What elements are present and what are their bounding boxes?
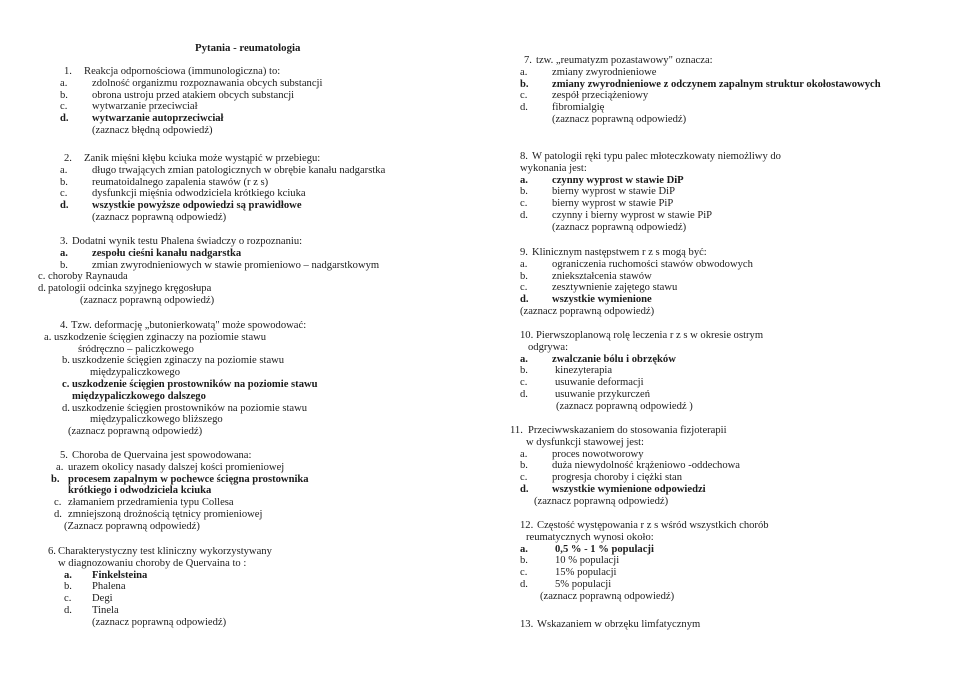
option-text: usuwanie deformacji <box>555 377 644 389</box>
option-text: Degi <box>92 593 113 605</box>
option-marker: c. <box>54 497 62 509</box>
option-text: choroby Raynauda <box>48 271 128 283</box>
option-text: wytwarzanie przeciwciał <box>92 101 198 113</box>
option-marker: c. <box>62 379 70 390</box>
option-text: zdolność organizmu rozpoznawania obcych substancji <box>92 77 323 89</box>
option-text: progresja choroby i ciężki stan <box>552 472 683 484</box>
question-text: Wskazaniem w obrzęku limfatycznym <box>537 619 701 630</box>
answer-instruction: (zaznacz poprawną odpowiedź ) <box>556 400 693 412</box>
option-marker: a. <box>56 461 64 473</box>
option-marker: c. <box>520 198 528 210</box>
option-text: zniekształcenia stawów <box>552 270 652 282</box>
question-number: 11. <box>510 425 523 436</box>
answer-instruction: (zaznacz poprawną odpowiedź) <box>540 590 675 602</box>
option-marker: d. <box>60 113 69 125</box>
option-text-continued: międzypaliczkowego dalszego <box>72 390 206 402</box>
answer-instruction: (zaznacz poprawną odpowiedź) <box>552 221 687 233</box>
option-text-continued: międzypaliczkowego bliższego <box>90 414 223 426</box>
option-marker: c. <box>38 271 46 283</box>
option-text: 0,5 % - 1 % populacji <box>555 543 654 555</box>
option-marker: b. <box>520 186 528 198</box>
question-number: 8. <box>520 151 528 162</box>
question-text: Tzw. deformację „butonierkowatą" może spowodować: <box>71 320 307 331</box>
answer-instruction: (zaznacz poprawną odpowiedź) <box>80 295 215 306</box>
option-text: bierny wyprost w stawie DiP <box>552 186 675 198</box>
option-text: czynny wyprost w stawie DiP <box>552 174 684 186</box>
option-marker: c. <box>520 567 528 579</box>
option-marker: b. <box>520 365 528 377</box>
option-text: złamaniem przedramienia typu Collesa <box>68 497 234 509</box>
option-marker: a. <box>520 174 528 186</box>
option-marker: c. <box>64 593 72 605</box>
option-text: uszkodzenie ścięgien zginaczy na poziomie stawu <box>54 331 267 343</box>
option-text: duża niewydolność krążeniowo -oddechowa <box>552 460 740 472</box>
option-marker: a. <box>520 66 528 78</box>
option-text: wytwarzanie autoprzeciwciał <box>92 113 224 125</box>
question-text: W patologii ręki typu palec młoteczkowaty niemożliwy do <box>532 151 781 162</box>
option-text: zwalczanie bólu i obrzęków <box>552 353 676 365</box>
option-text: wszystkie wymienione <box>552 294 652 306</box>
option-text: procesem zapalnym w pochewce ścięgna prostownika <box>68 473 309 485</box>
option-marker: b. <box>60 89 68 101</box>
question-number: 13. <box>520 619 534 630</box>
question-number: 12. <box>520 520 534 531</box>
option-marker: c. <box>60 188 68 200</box>
option-marker: a. <box>520 353 528 365</box>
option-text-continued: śródręczno – paliczkowego <box>78 343 194 355</box>
option-marker: d. <box>520 210 528 221</box>
option-marker: b. <box>520 270 528 282</box>
answer-instruction: (zaznacz błędną odpowiedź) <box>92 125 213 136</box>
option-marker: c. <box>520 282 528 294</box>
question-number: 7. <box>524 55 532 66</box>
option-text: Phalena <box>92 581 126 593</box>
option-marker: d. <box>520 484 529 495</box>
option-marker: a. <box>520 258 528 270</box>
option-marker: b. <box>60 176 68 188</box>
option-marker: c. <box>520 377 528 389</box>
question-text: Zanik mięśni kłębu kciuka może wystąpić w przebiegu: <box>84 153 321 164</box>
question-text: Klinicznym następstwem r z s mogą być: <box>532 247 707 258</box>
option-text: zespół przeciążeniowy <box>552 90 649 102</box>
option-text: uszkodzenie ścięgien prostowników na poziomie stawu <box>72 379 318 390</box>
option-text-continued: międzypaliczkowego <box>90 367 181 379</box>
option-text-continued: krótkiego i odwodziciela kciuka <box>68 485 212 497</box>
question-text: Pierwszoplanową rolę leczenia r z s w okresie ostrym <box>536 330 764 341</box>
option-marker: d. <box>64 605 72 616</box>
option-marker: a. <box>60 164 68 176</box>
option-marker: b. <box>520 460 528 472</box>
option-marker: b. <box>51 473 60 485</box>
option-marker: a. <box>60 77 68 89</box>
option-text: fibromialgię <box>552 102 605 114</box>
option-text: reumatoidalnego zapalenia stawów (r z s) <box>92 176 269 188</box>
option-text: ograniczenia ruchomości stawów obwodowych <box>552 258 753 270</box>
question-text: Charakterystyczny test kliniczny wykorzystywany <box>58 546 272 557</box>
option-marker: b. <box>62 355 70 367</box>
option-text: uszkodzenie ścięgien prostowników na poziomie stawu <box>72 402 308 414</box>
option-text: Finkelsteina <box>92 569 148 581</box>
answer-instruction: (zaznacz poprawną odpowiedź) <box>92 616 227 628</box>
option-marker: c. <box>60 101 68 113</box>
option-marker: d. <box>38 283 46 295</box>
option-marker: d. <box>520 294 529 306</box>
option-marker: b. <box>60 259 68 271</box>
question-text: Choroba de Quervaina jest spowodowana: <box>72 450 252 461</box>
option-marker: d. <box>520 579 528 590</box>
option-text: kinezyterapia <box>555 365 613 377</box>
question-number: 3. <box>60 236 68 247</box>
option-text: dysfunkcji mięśnia odwodziciela krótkiego kciuka <box>92 188 306 200</box>
option-text: zmiany zwyrodnieniowe z odczynem zapalnym struktur okołostawowych <box>552 78 881 90</box>
option-text: zesztywnienie zajętego stawu <box>552 282 678 294</box>
answer-instruction: (zaznacz poprawną odpowiedź) <box>68 426 203 438</box>
option-text: obrona ustroju przed atakiem obcych substancji <box>92 89 295 101</box>
question-number: 6. <box>48 546 56 557</box>
question-text: Przeciwwskazaniem do stosowania fizjoterapii <box>528 425 727 436</box>
option-text: proces nowotworowy <box>552 448 644 460</box>
option-text: Tinela <box>92 605 119 616</box>
option-text: bierny wyprost w stawie PiP <box>552 198 674 210</box>
question-text-continued: w dysfunkcji stawowej jest: <box>526 436 644 448</box>
option-marker: a. <box>44 331 52 343</box>
option-text: 10 % populacji <box>555 555 620 567</box>
answer-instruction: (zaznacz poprawną odpowiedź) <box>520 306 655 317</box>
option-text: zmniejszoną drożnością tętnicy promieniowej <box>68 509 263 520</box>
question-text-continued: w diagnozowaniu choroby de Quervaina to : <box>58 557 247 569</box>
option-text: 5% populacji <box>555 579 612 590</box>
question-number: 9. <box>520 247 528 258</box>
question-number: 2. <box>64 153 72 164</box>
question-text: Dodatni wynik testu Phalena świadczy o rozpoznaniu: <box>72 236 303 247</box>
option-text: uszkodzenie ścięgien zginaczy na poziomie stawu <box>72 355 285 367</box>
question-number: 10. <box>520 330 534 341</box>
option-marker: a. <box>520 543 528 555</box>
question-text: Częstość występowania r z s wśród wszystkich chorób <box>537 520 769 531</box>
option-text: wszystkie wymienione odpowiedzi <box>552 484 706 495</box>
option-marker: d. <box>520 102 528 114</box>
option-marker: d. <box>62 402 70 414</box>
option-text: zmian zwyrodnieniowych w stawie promieniowo – nadgarstkowym <box>92 259 380 271</box>
option-marker: b. <box>520 78 529 90</box>
option-text: czynny i bierny wyprost w stawie PiP <box>552 210 713 221</box>
option-text: długo trwających zmian patologicznych w obrębie kanału nadgarstka <box>92 164 386 176</box>
option-text: urazem okolicy nasady dalszej kości promieniowej <box>68 461 285 473</box>
option-marker: d. <box>54 509 62 520</box>
option-marker: b. <box>64 581 72 593</box>
question-text: tzw. „reumatyzm pozastawowy" oznacza: <box>536 55 713 66</box>
option-text: 15% populacji <box>555 567 617 579</box>
question-text-continued: odgrywa: <box>528 341 569 353</box>
answer-instruction: (Zaznacz poprawną odpowiedź) <box>64 520 200 532</box>
option-text: patologii odcinka szyjnego kręgosłupa <box>48 283 212 295</box>
option-text: zmiany zwyrodnieniowe <box>552 66 657 78</box>
question-text-continued: wykonania jest: <box>520 162 587 174</box>
answer-instruction: (zaznacz poprawną odpowiedź) <box>92 212 227 223</box>
option-text: usuwanie przykurczeń <box>555 389 651 400</box>
question-number: 4. <box>60 320 68 331</box>
question-number: 1. <box>64 66 72 77</box>
answer-instruction: (zaznacz poprawną odpowiedź) <box>534 495 669 507</box>
option-marker: c. <box>520 90 528 102</box>
option-text: zespołu cieśni kanału nadgarstka <box>92 247 242 259</box>
question-number: 5. <box>60 450 68 461</box>
question-text-continued: reumatycznych wynosi około: <box>526 531 654 543</box>
page-title: Pytania - reumatologia <box>195 42 301 54</box>
option-marker: a. <box>60 247 68 259</box>
option-text: wszystkie powyższe odpowiedzi są prawidłowe <box>92 200 302 212</box>
option-marker: d. <box>520 389 528 400</box>
option-marker: a. <box>64 569 72 581</box>
option-marker: c. <box>520 472 528 484</box>
question-text: Reakcja odpornościowa (immunologiczna) to: <box>84 66 281 77</box>
option-marker: a. <box>520 448 528 460</box>
option-marker: b. <box>520 555 528 567</box>
answer-instruction: (zaznacz poprawną odpowiedź) <box>552 114 687 125</box>
option-marker: d. <box>60 200 69 212</box>
